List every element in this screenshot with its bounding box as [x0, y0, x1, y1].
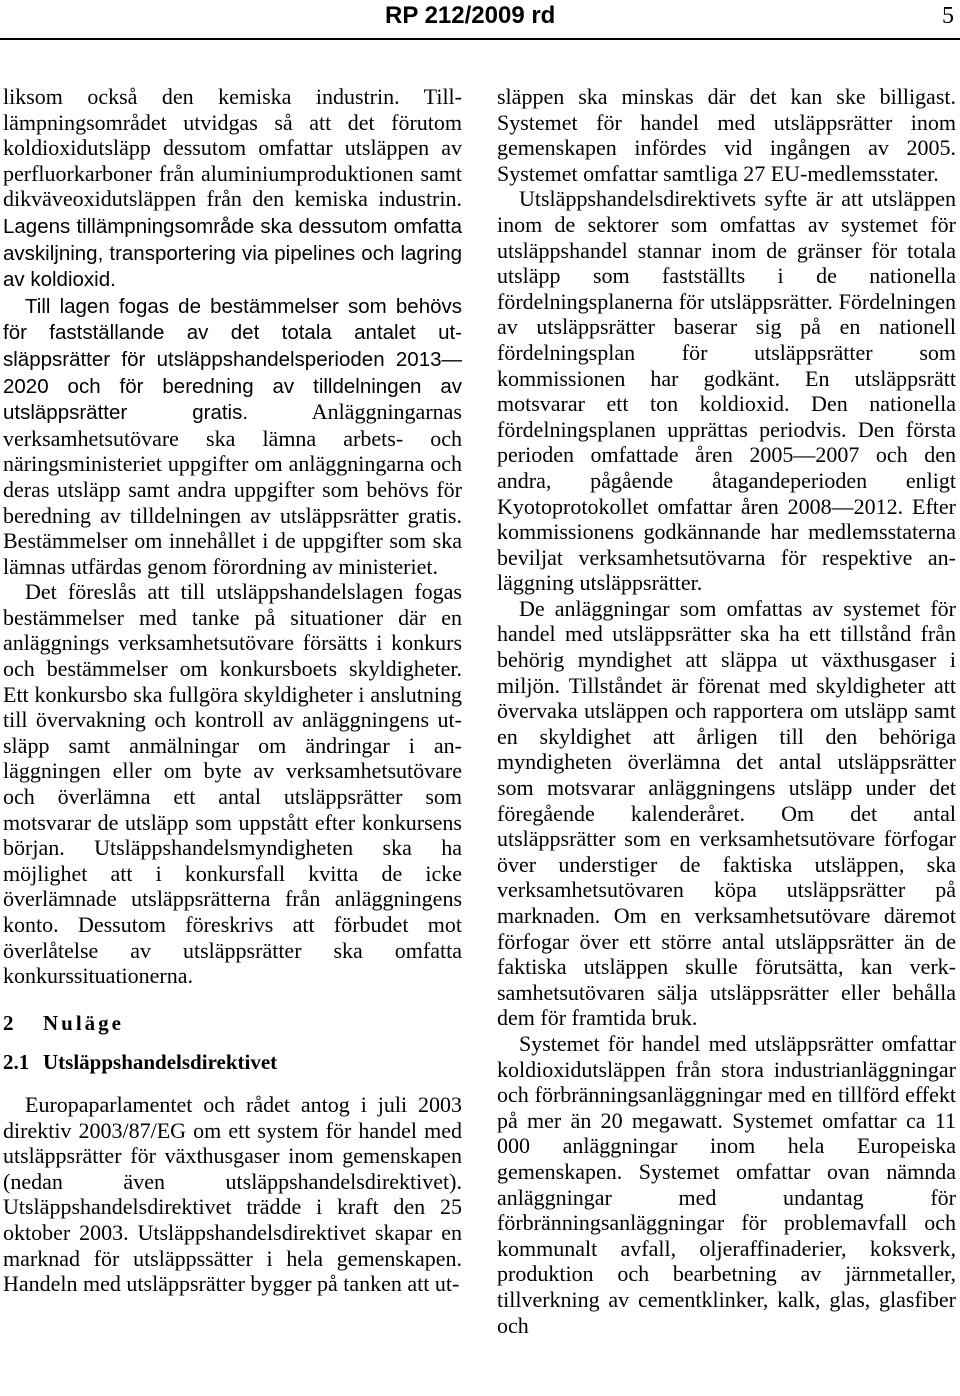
paragraph	[3, 84, 462, 293]
paragraph	[3, 293, 462, 580]
section-heading	[3, 1011, 462, 1037]
section-number: 2	[3, 1010, 14, 1035]
paragraph: Europaparlamentet och rådet antog i juli 2003 direktiv 2003/87/EG om ett system för handel med utsläppsrätter för växthusgaser inom gemenskapen (nedan även utsläppshandelsdirektivet). Utsläppshandelsdirektivet trädde i kraft den 25 oktober 2003. Utsläppshandelsdirektivet skapar en marknad för utsläppssätter i hela gemenskapen. Handeln med utsläppsrätter bygger på tanken att ut-	[3, 1091, 462, 1297]
paragraph-text: liksom också den kemiska industrin. Tilllämpningsområdet utvidgas så att det förutom koldioxidutsläpp dessutom omfattar utsläppen av perfluorkarboner från aluminiumproduktionen samt dikväveoxidutsläppen från den kemiska industrin.	[3, 84, 462, 212]
header-rule	[0, 38, 960, 40]
paragraph: släppen ska minskas där det kan ske billigast. Systemet för handel med utsläppsrätter inom gemenskapen infördes vid ingången av 2005. Systemet omfattar samtliga 27 EU-medlemsstater.	[497, 84, 956, 186]
paragraph-text-sans: Till lagen fogas de bestämmelser som behövs för fastställande av det totala antalet utsläppsrätter för utsläppshandelsperioden 2013—2020 och för beredning av tilldelningen av utsläppsrätter gratis.	[3, 294, 462, 425]
subsection-heading	[3, 1050, 462, 1076]
left-column	[3, 84, 462, 1297]
document-reference: RP 212/2009 rd	[385, 2, 556, 29]
paragraph-text-sans: Lagens tillämpningsområde ska dessutom omfatta avskiljning, transportering via pipelines och lagring av koldioxid.	[3, 214, 462, 292]
page-header	[0, 0, 960, 60]
paragraph: De anläggningar som omfattas av systemet för handel med utsläppsrätter ska ha ett tillstånd från behörig myndighet att släppa ut växthusgaser i miljön. Tillståndet är förenat med skyldigheter att övervaka utsläppen och rapportera om utsläpp samt en skyldighet att årligen till den behöriga myndigheten överlämna det antal utsläppsrätter som motsvarar anläggningens utsläpp under det föregående kalenderåret. Om det antal utsläppsrätter som en verksamhetsutövare förfogar över understiger de faktiska utsläppen, ska verksamhetsutövaren köpa utsläppsrätter på marknaden. Om en verksamhetsutövare däremot förfogar över ett större antal utsläppsrätter än de faktiska utsläppen skulle förutsätta, kan verksamhetsutövaren sälja utsläppsrätter eller behålla dem för framtida bruk.	[497, 595, 956, 1031]
paragraph: Utsläppshandelsdirektivets syfte är att utsläppen inom de sektorer som omfattas av systemet för utsläppshandel stannar inom de gränser för totala utsläpp som fastställts i de nationella fördelningsplanerna för utsläppsrätter. Fördelningen av utsläppsrätter baserar sig på en nationell fördelningsplan för utsläppsrätter som kommissionen har godkänt. En utsläppsrätt motsvarar ett ton koldioxid. Den nationella fördelningsplanen upprättas periodvis. Den första perioden omfattade åren 2005—2007 och den andra, pågående åtagandeperioden enligt Kyotoprotokollet omfattar åren 2008—2012. Efter kommissionens godkännande har medlemsstaterna beviljat verksamhetsutövarna för respektive anläggning utsläppsrätter.	[497, 186, 956, 596]
subsection-title: Utsläppshandelsdirektivet	[43, 1050, 278, 1075]
paragraph-text: Anläggningarnas verksamhetsutövare ska lämna arbets- och näringsministeriet uppgifter om anläggningarna och deras utsläpp samt andra uppgifter som behövs för beredning av tilldelningen av utsläppsrätter gratis. Bestämmelser om innehållet i de uppgifter som ska lämnas utfärdas genom förordning av ministeriet.	[3, 399, 462, 579]
paragraph: Systemet för handel med utsläppsrätter omfattar koldioxidutsläppen från stora industrianläggningar och förbränningsanläggningar med en tillförd effekt på mer än 20 megawatt. Systemet omfattar ca 11 000 anläggningar inom hela Europeiska gemenskapen. Systemet omfattar ovan nämnda anläggningar med undantag för förbränningsanläggningar för problemavfall och kommunalt avfall, oljeraffinaderier, koksverk, produktion och bearbetning av järnmetaller, tillverkning av cementklinker, kalk, glas, glasfiber och	[497, 1030, 956, 1338]
subsection-number: 2.1	[3, 1050, 30, 1075]
right-column	[497, 84, 956, 1338]
paragraph: Det föreslås att till utsläppshandelslagen fogas bestämmelser med tanke på situationer där en anläggnings verksamhetsutövare försätts i konkurs och bestämmelser om konkursboets skyldigheter. Ett konkursbo ska fullgöra skyldigheter i anslutning till övervakning och kontroll av anläggningens utsläpp samt anmälningar om ändringar i anläggningen eller om byte av verksamhetsutövare och överlämna ett antal utsläppsrätter som motsvarar de utsläpp som uppstått efter konkursens början. Utsläppshandelsmyndigheten ska ha möjlighet att i konkursfall kvitta de icke överlämnade utsläppsrätterna från anläggningens konto. Dessutom föreskrivs att förbudet mot överlåtelse av utsläppsrätter ska omfatta konkurssituationerna.	[3, 579, 462, 989]
page-number: 5	[942, 3, 954, 29]
section-title: Nuläge	[43, 1010, 124, 1035]
